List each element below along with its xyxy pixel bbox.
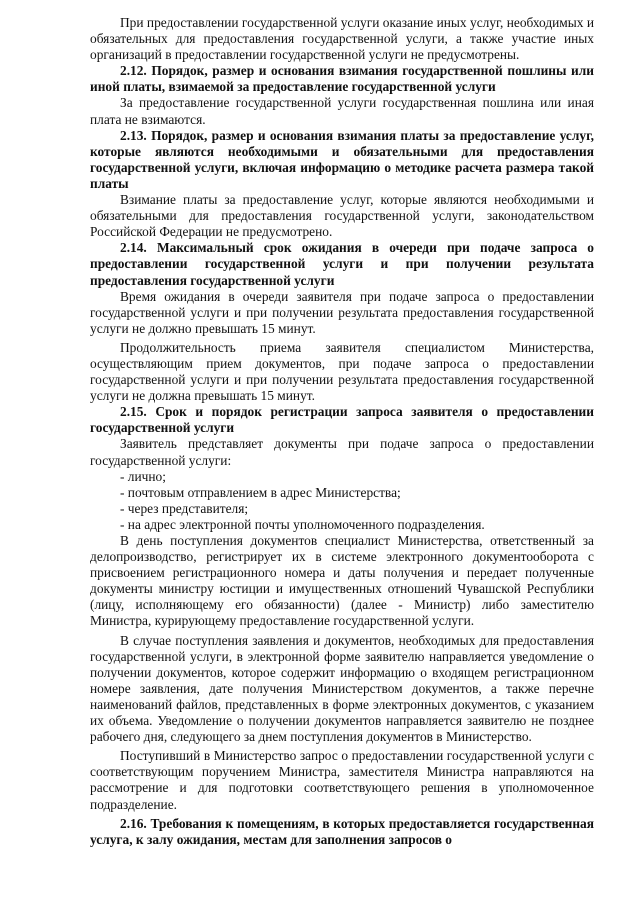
paragraph-registration: В день поступления документов специалист Министерства, ответственный за делопроизводство, регистрирует их в системе электронного документооборота с присвоением регистрационного номера и даты получения и передает полученные документы министру юстиции и имущественных отношений Чувашской Республики (лицу, исполняющему его обязанности) (далее - Министр) либо заместителю Министра, курирующему предоставление государственной услуги. [90,533,594,629]
list-item-by-mail: - почтовым отправлением в адрес Министерства; [120,484,401,500]
paragraph-queue-time: Время ожидания в очереди заявителя при подаче запроса о предоставлении государственной услуги и при получении результата предоставления государственной услуги не должно превышать 15 минут. [90,288,594,336]
heading-2-14: 2.14. Максимальный срок ожидания в очереди при подаче запроса о предоставлении государственной услуги и при получении результата предоставления государственной услуги [90,240,594,288]
paragraph-electronic-notification: В случае поступления заявления и документов, необходимых для предоставления государственной услуги, в электронной форме заявителю направляется уведомление о получении документов, которое содержит информацию о входящем регистрационном номере заявления, дате получения Министерством документов, а также перечне наименований файлов, представленных в форме электронных документов, с указанием их объема. Уведомление о получении документов направляется заявителю не позднее рабочего дня, следующего за днем поступления документов в Министерство. [90,632,594,745]
list-item-in-person: - лично; [120,468,166,484]
paragraph-reception-duration: Продолжительность приема заявителя специалистом Министерства, осуществляющим прием документов, при подаче запроса о предоставлении государственной услуги и при получении результата предоставления государственной услуги не должна превышать 15 минут. [90,339,594,404]
paragraph-submission-methods: Заявитель представляет документы при подаче запроса о предоставлении государственной услуги: [90,436,594,468]
list-item-by-email: - на адрес электронной почты уполномоченного подразделения. [120,516,485,532]
list-item-via-representative: - через представителя; [120,500,249,516]
paragraph-no-fee: За предоставление государственной услуги государственная пошлина или иная плата не взимаются. [90,95,594,127]
paragraph-fee-not-provided: Взимание платы за предоставление услуг, которые являются необходимыми и обязательными для предоставления государственной услуги, законодательством Российской Федерации не предусмотрено. [90,192,594,240]
document-page [90,15,594,848]
heading-2-12: 2.12. Порядок, размер и основания взимания государственной пошлины или иной платы, взимаемой за предоставление государственной услуги [90,63,594,95]
heading-2-16: 2.16. Требования к помещениям, в которых предоставляется государственная услуга, к залу ожидания, местам для заполнения запросов о [90,815,594,847]
heading-2-13: 2.13. Порядок, размер и основания взимания платы за предоставление услуг, которые являются необходимыми и обязательными для предоставления государственной услуги, включая информацию о методике расчета размера такой платы [90,127,594,191]
heading-2-15: 2.15. Срок и порядок регистрации запроса заявителя о предоставлении государственной услуги [90,404,594,436]
paragraph-other-services: При предоставлении государственной услуги оказание иных услуг, необходимых и обязательных для предоставления государственной услуги, а также участие иных организаций в предоставлении государственной услуги не предусмотрены. [90,15,594,63]
paragraph-request-routing: Поступивший в Министерство запрос о предоставлении государственной услуги с соответствующим поручением Министра, заместителя Министра направляются на рассмотрение и для подготовки соответствующего решения в уполномоченное подразделение. [90,748,594,812]
